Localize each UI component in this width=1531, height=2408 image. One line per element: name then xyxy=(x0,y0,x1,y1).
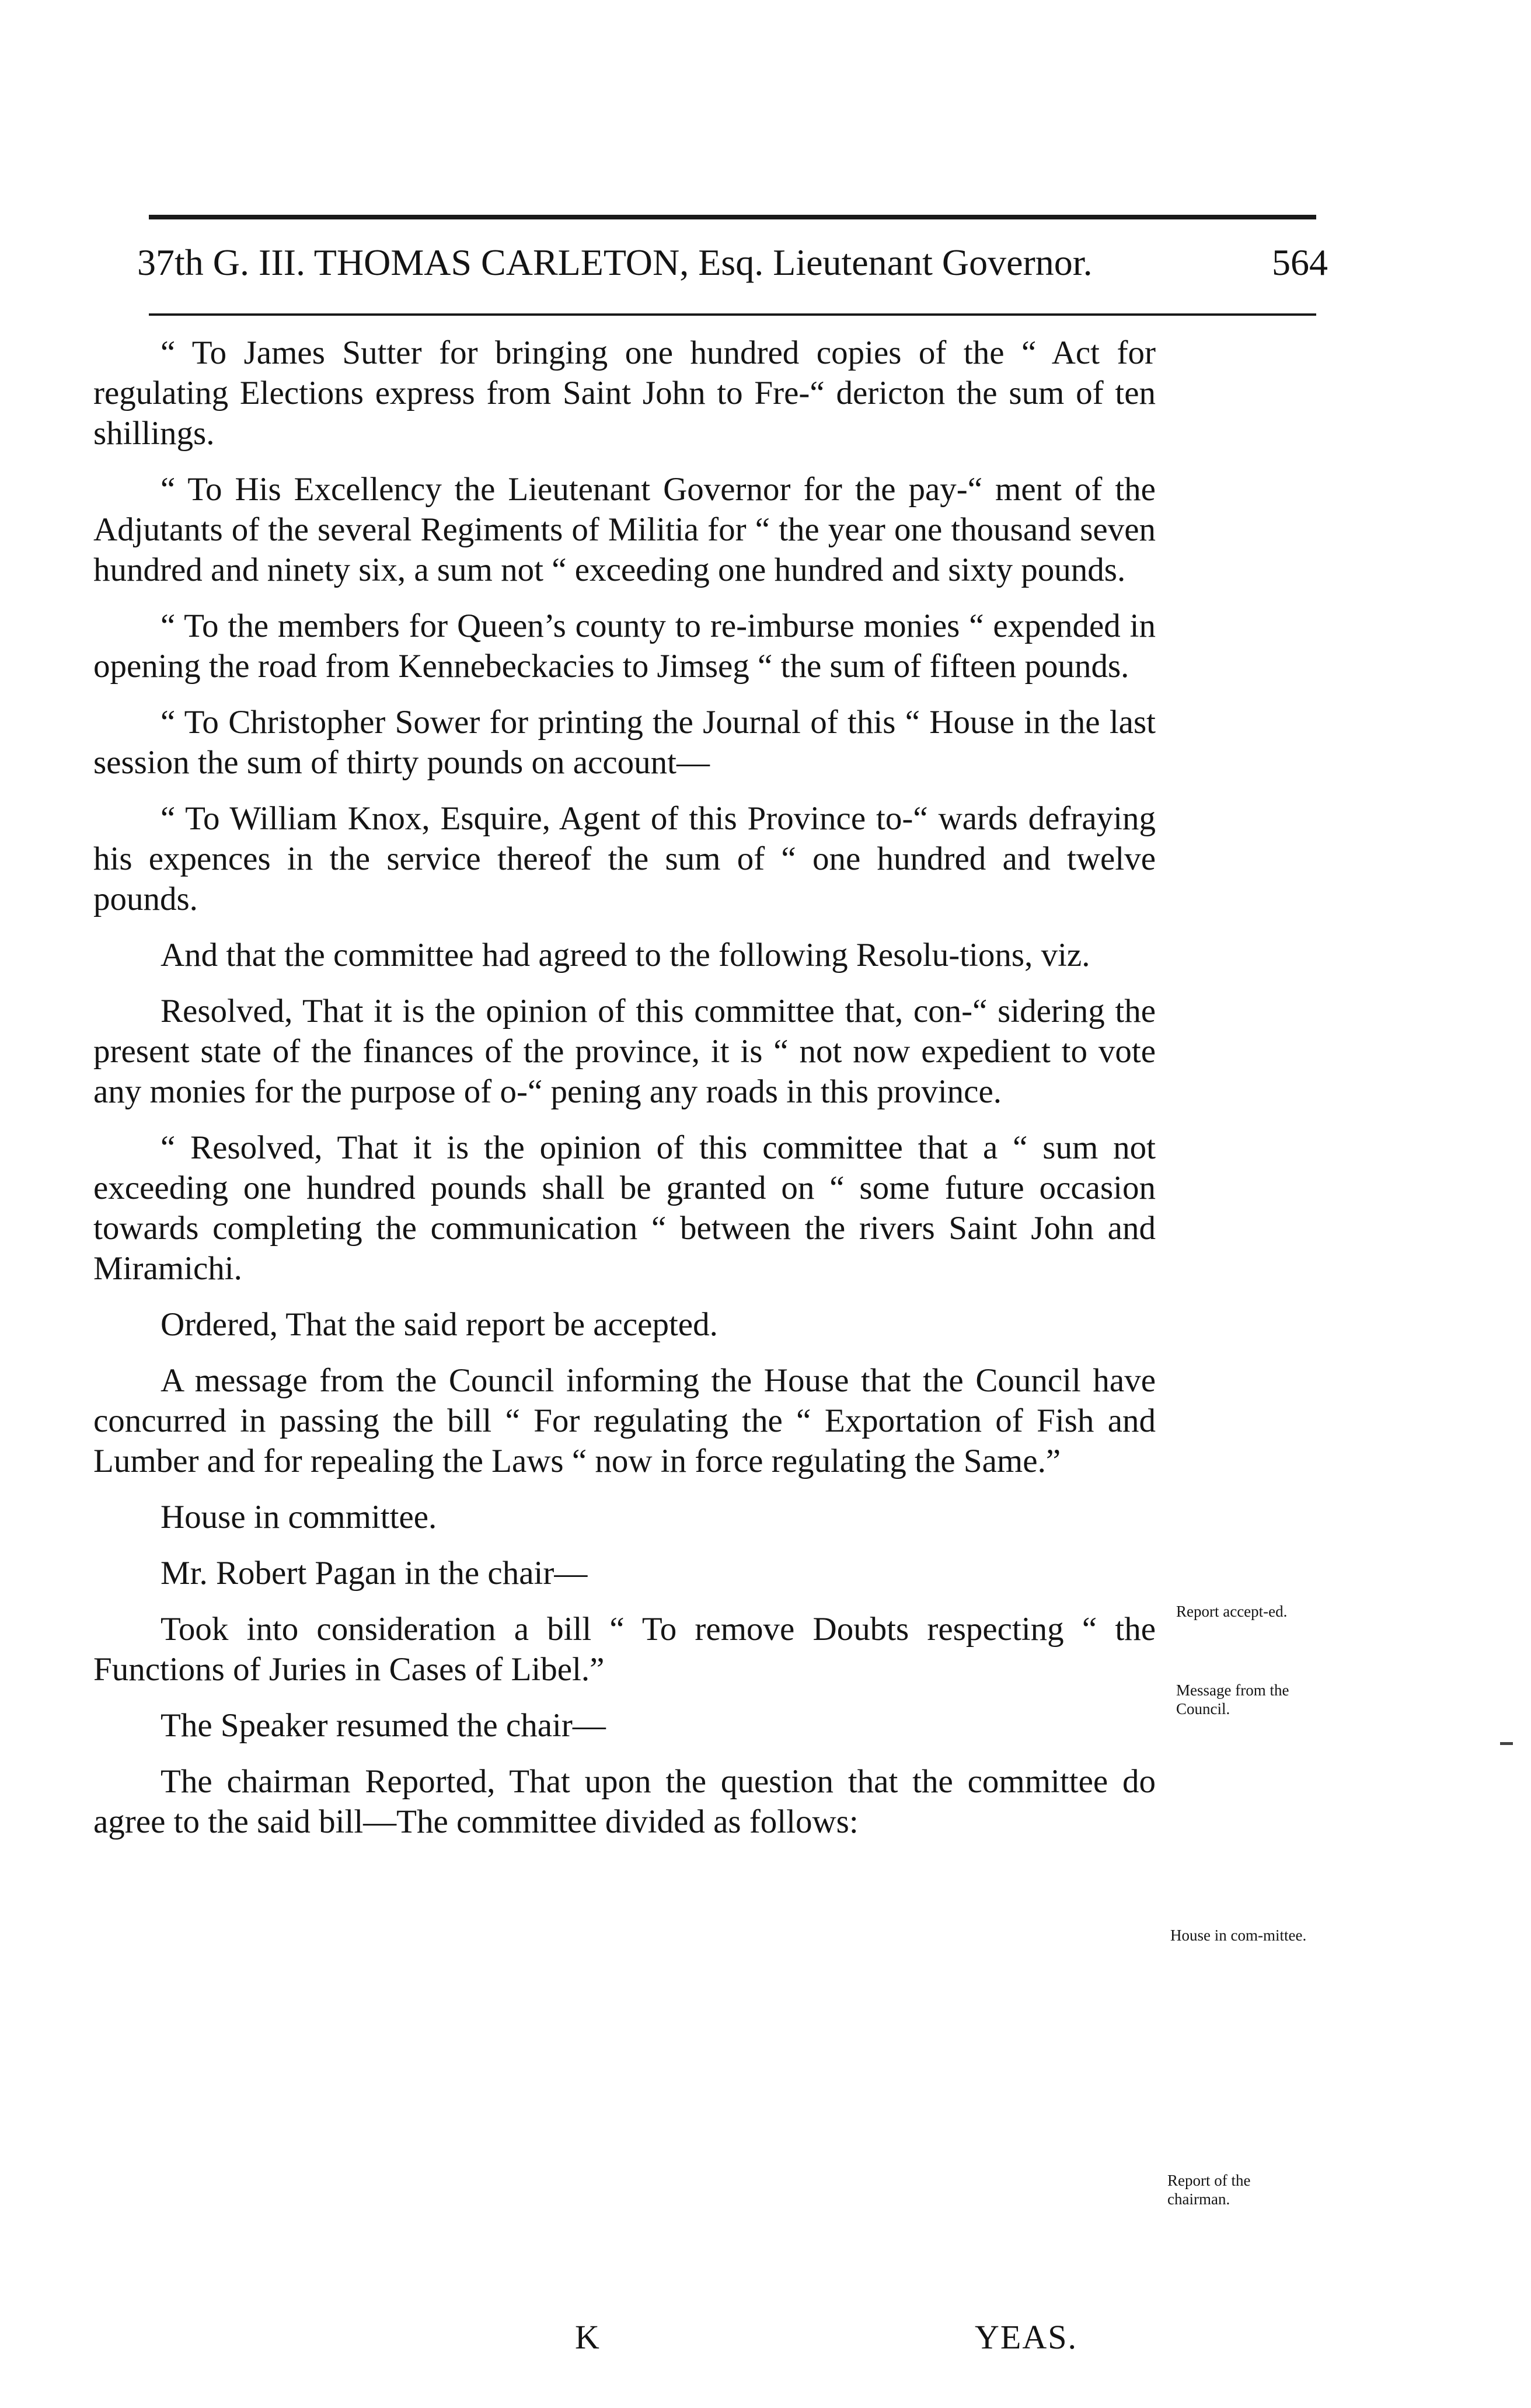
margin-note-house-committee: House in com-mittee. xyxy=(1170,1927,1307,1944)
margin-note-message-council: Message from the Council. xyxy=(1176,1681,1289,1718)
paragraph-christopher-sower: “ To Christopher Sower for printing the Journal of this “ House in the last session the sum of thirty pounds on account— xyxy=(93,704,1156,781)
header-top-rule xyxy=(149,215,1316,219)
page-body xyxy=(93,333,1156,1858)
page-number: 564 xyxy=(1272,242,1328,283)
paragraph-lieutenant-governor: “ To His Excellency the Lieutenant Governor for the pay-“ ment of the Adjutants of the several Regiments of Militia for “ the year one thousand seven hundred and ninety six, a sum not “ exceeding one hundred and sixty pounds. xyxy=(93,471,1156,588)
signature-mark: K xyxy=(575,2318,599,2356)
margin-note-report-chairman: Report of the chairman. xyxy=(1167,2172,1251,2208)
running-header xyxy=(137,228,1328,298)
paragraph-council-message: A message from the Council informing the House that the Council have concurred in passing the bill “ For regulating the “ Exportation of Fish and Lumber and for repealing the Laws “ now in force regulating the Same.” xyxy=(93,1362,1156,1479)
margin-note-report-accepted: Report accept-ed. xyxy=(1176,1603,1288,1620)
paragraph-queens-county: “ To the members for Queen’s county to re-imburse monies “ expended in opening the road from Kennebeckacies to Jimseg “ the sum of fifteen pounds. xyxy=(93,608,1156,685)
paragraph-resolved-communication: “ Resolved, That it is the opinion of this committee that a “ sum not exceeding one hundred pounds shall be granted on “ some future occasion towards completing the communication “ between the rivers Saint John and Miramichi. xyxy=(93,1129,1156,1287)
paragraph-report-accepted: Ordered, That the said report be accepted. xyxy=(161,1306,718,1343)
paragraph-resolved-roads: Resolved, That it is the opinion of this committee that, con-“ sidering the present state of the finances of the province, it is “ not now expedient to vote any monies for the purpose of o-“ pening any roads in this province. xyxy=(93,993,1156,1110)
margin-mark xyxy=(1500,1742,1513,1745)
paragraph-house-in-committee: House in committee. xyxy=(161,1499,437,1535)
paragraph-libel-bill: Took into consideration a bill “ To remove Doubts respecting “ the Functions of Juries in Cases of Libel.” xyxy=(93,1611,1156,1688)
paragraph-chairman-report: The chairman Reported, That upon the question that the committee do agree to the said bill—The committee divided as follows: xyxy=(93,1763,1156,1840)
paragraph-resolutions-intro: And that the committee had agreed to the following Resolu-tions, viz. xyxy=(161,937,1090,973)
paragraph-william-knox: “ To William Knox, Esquire, Agent of this Province to-“ wards defraying his expences in the service thereof the sum of “ one hundred and twelve pounds. xyxy=(93,800,1156,917)
paragraph-chair: Mr. Robert Pagan in the chair— xyxy=(161,1555,588,1592)
paragraph-james-sutter: “ To James Sutter for bringing one hundred copies of the “ Act for regulating Elections express from Saint John to Fre-“ dericton the sum of ten shillings. xyxy=(93,334,1156,452)
catchword: YEAS. xyxy=(975,2318,1077,2356)
header-bottom-rule xyxy=(149,313,1316,316)
header-title: 37th G. III. THOMAS CARLETON, Esq. Lieutenant Governor. xyxy=(137,242,1093,283)
paragraph-speaker: The Speaker resumed the chair— xyxy=(161,1707,606,1744)
